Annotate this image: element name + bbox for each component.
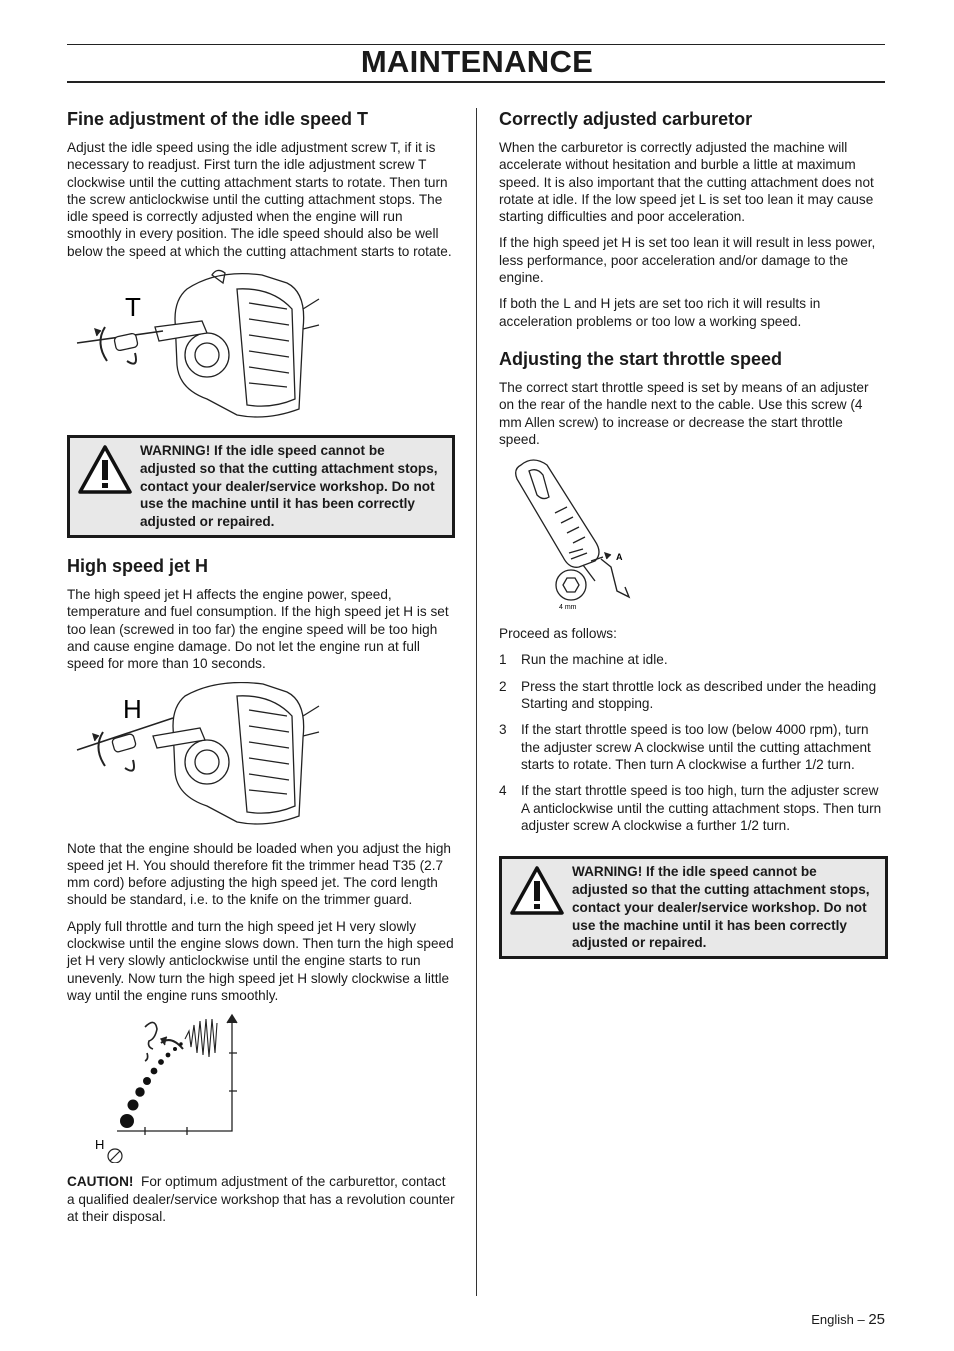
high-speed-note: Note that the engine should be loaded when you adjust the high speed jet H. You should therefore fit the trimmer head T35 (2.7 mm cord) before adjusting the high speed jet. The cord length should be standard, i.e. to the knife on the trimmer guard. xyxy=(67,840,451,908)
caution-text: For optimum adjustment of the carburettor, contact a qualified dealer/service workshop that has a revolution counter at their disposal. xyxy=(67,1174,455,1224)
fig-label-a: A xyxy=(616,552,623,563)
title-rule xyxy=(67,81,885,83)
correct-carburetor-p2: If the high speed jet H is set too lean it will result in less power, less performance, poor acceleration and/or damage to the engine. xyxy=(499,235,876,286)
warning-triangle-icon xyxy=(77,444,133,496)
idle-speed-text: Adjust the idle speed using the idle adjustment screw T, if it is necessary to readjust. First turn the idle adjustment screw T clockwise until the cutting attachment starts to rotate. Then turn the screw anticlockwise until the cutting attachment stops. The idle speed is correctly adjusted when the engine will run smoothly in every position. The idle speed should also be well below the speed at which the cutting attachment starts to rotate. xyxy=(67,140,452,259)
idle-speed-heading: Fine adjustment of the idle speed T xyxy=(67,109,369,129)
step-text: If the start throttle speed is too low (below 4000 rpm), turn the adjuster screw A clockwise until the cutting attachment starts to rotate. Then turn A clockwise a further 1/2 turn. xyxy=(521,722,871,772)
page-title: MAINTENANCE xyxy=(360,44,594,79)
start-throttle-heading: Adjusting the start throttle speed xyxy=(499,348,783,369)
fig-label-t: T xyxy=(125,292,141,323)
column-divider xyxy=(476,108,477,1296)
steps-list xyxy=(499,651,885,834)
step-number: 2 xyxy=(499,678,507,694)
graph-label-h: H xyxy=(95,1137,105,1153)
step-number: 4 xyxy=(499,783,507,799)
step-item xyxy=(499,721,885,773)
step-text: If the start throttle speed is too high, turn the adjuster screw A anticlockwise until the cutting attachment stops. Then turn adjuster screw A clockwise a further 1/2 turn. xyxy=(521,783,882,833)
step-item xyxy=(499,651,885,668)
correct-carburetor-p1: When the carburetor is correctly adjusted the machine will accelerate without hesitation and burble a little at maximum speed. It is also important that the cutting attachment does not rotate at idle. If the low speed jet L is set too lean it may cause starting difficulties and poor acceleration. xyxy=(499,140,874,225)
idle-screw-engine-illustration xyxy=(67,269,455,429)
high-speed-text: The high speed jet H affects the engine power, speed, temperature and fuel consumption. If the high speed jet H is set too lean (screwed in too far) the engine speed will be too high and cause engine damage. Do not let the engine run at full speed for more than 10 seconds. xyxy=(67,587,449,672)
step-number: 1 xyxy=(499,652,507,668)
correct-carburetor-p3: If both the L and H jets are set too rich it will results in acceleration problems or too low a working speed. xyxy=(499,296,821,329)
engine-speed-diagram xyxy=(67,1013,455,1163)
footer-dash: – xyxy=(857,1312,865,1327)
fig-label-h: H xyxy=(123,693,142,724)
high-speed-heading: High speed jet H xyxy=(67,556,209,577)
caution-label: CAUTION! xyxy=(67,1174,134,1190)
right-column xyxy=(499,108,885,959)
step-item xyxy=(499,678,885,713)
step-number: 3 xyxy=(499,722,507,738)
left-column xyxy=(67,108,455,1234)
throttle-warning-box xyxy=(499,856,888,959)
page-footer xyxy=(811,1311,885,1328)
proceed-text: Proceed as follows: xyxy=(499,626,617,642)
footer-language: English xyxy=(811,1312,854,1327)
step-text: Run the machine at idle. xyxy=(521,652,668,668)
step-item xyxy=(499,782,885,834)
high-speed-jet-engine-illustration xyxy=(67,682,455,832)
throttle-handle-illustration xyxy=(499,457,885,613)
throttle-warning-text: WARNING! If the idle speed cannot be adjusted so that the cutting attachment stops, contact your dealer/service workshop. Do not use the machine until it has been correctly adjusted or repaired. xyxy=(572,864,870,951)
page-number: 25 xyxy=(868,1311,885,1328)
step-text: Press the start throttle lock as described under the heading Starting and stopping. xyxy=(521,678,877,712)
caution-note xyxy=(67,1173,455,1225)
fig-label-4mm: 4 mm xyxy=(559,604,577,612)
idle-warning-text: WARNING! If the idle speed cannot be adjusted so that the cutting attachment stops, contact your dealer/service workshop. Do not use the machine until it has been correctly adjusted or repaired. xyxy=(140,443,438,530)
start-throttle-text: The correct start throttle speed is set by means of an adjuster on the rear of the handle next to the cable. Use this screw (4 mm Allen screw) to increase or decrease the start throttle speed. xyxy=(499,379,869,447)
warning-triangle-icon xyxy=(509,865,565,917)
correct-carburetor-heading: Correctly adjusted carburetor xyxy=(499,109,753,129)
screw-icon xyxy=(108,1149,122,1163)
idle-warning-box xyxy=(67,435,455,538)
high-speed-apply: Apply full throttle and turn the high speed jet H very slowly clockwise until the engine slows down. Then turn the high speed jet H very slowly anticlockwise until the engine starts to run unevenly. Now turn the high speed jet H slowly clockwise a little way until the engine runs smoothly. xyxy=(67,918,454,1003)
